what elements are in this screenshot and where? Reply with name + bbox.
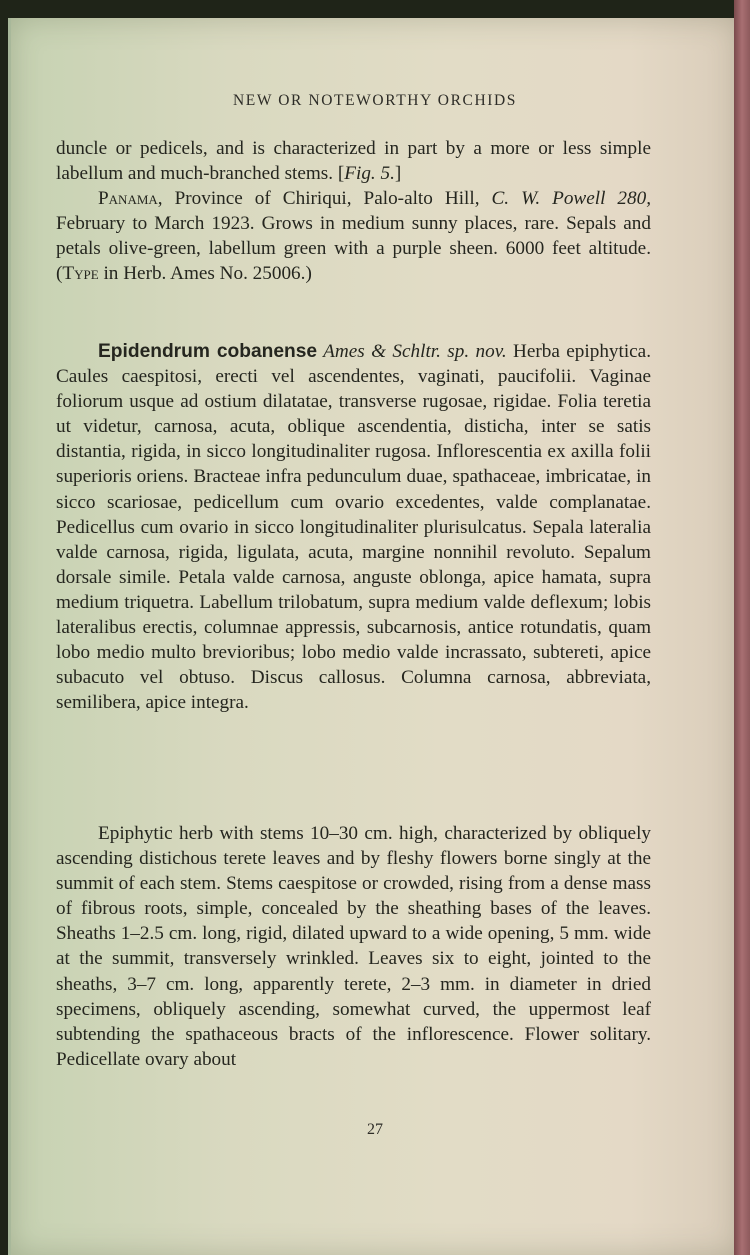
collector-name: C. W. Powell 280, — [491, 188, 651, 210]
type-label: Type — [62, 263, 99, 285]
text-run: Province of Chiriqui, Palo-alto Hill, — [162, 188, 492, 210]
text-run: ] — [394, 163, 402, 185]
species-authority: Ames & Schltr. sp. nov. — [317, 341, 507, 362]
species-name: Epidendrum cobanense — [98, 341, 318, 362]
latin-description — [56, 339, 651, 715]
locality-label: Panama, — [98, 188, 163, 210]
english-description — [56, 821, 651, 1072]
figure-reference: Fig. 5. — [344, 163, 395, 185]
text-run: in Herb. Ames No. 25006.) — [98, 263, 312, 285]
running-header: NEW OR NOTEWORTHY ORCHIDS — [232, 92, 518, 109]
text-run: duncle or pedicels, and is characterized in part by a more or less simple labellum and much-branched stems. [ — [56, 138, 651, 185]
description-paragraph — [56, 136, 651, 287]
book-spine — [734, 0, 750, 1255]
english-body: Epiphytic herb with stems 10–30 cm. high, characterized by obliquely ascending distichous terete leaves and by fleshy flowers borne singly at the summit of each stem. Stems caespitose or crowded, rising from a dense mass of fibrous roots, simple, concealed by the sheathing bases of the leaves. Sheaths 1–2.5 cm. long, rigid, dilated upward to a wide opening, 5 mm. wide at the summit, transversely wrinkled. Leaves six to eight, jointed to the sheaths, 3–7 cm. long, apparently terete, 2–3 mm. in diameter in dried specimens, obliquely ascending, somewhat curved, the uppermost leaf subtending the spathaceous bracts of the inflorescence. Flower solitary. Pedicellate ovary about — [56, 823, 651, 1070]
page-number: 27 — [367, 1121, 383, 1138]
latin-body: Herba epiphytica. Caules caespitosi, erecti vel ascendentes, vaginati, paucifolii. Vaginae foliorum usque ad ostium dilatatae, transverse rugosae, rigidae. Folia teretia ut videtur, carnosa, acuta, oblique ascendentia, disticha, inter se satis distantia, rigida, in sicco longitudinaliter rugosa. Inflorescentia ex axilla folii superioris oriens. Bracteae infra pedunculum duae, spathaceae, imbricatae, in sicco scariosae, pedicellum cum ovario excedentes, valde complanatae. Pedicellus cum ovario in sicco longitudinaliter plurisulcatus. Sepala lateralia valde carnosa, rigida, ligulata, acuta, margine nonnihil revoluto. Sepalum dorsale simile. Petala valde carnosa, anguste oblonga, apice hamata, supra medium triquetra. Labellum trilobatum, supra medium valde deflexum; lobis lateralibus erectis, columnae appressis, subcarnosis, antice rotundatis, quam lobo medio multo brevioribus; lobo medio valde incrassato, subtereti, apice subacuto vel obtuso. Discus callosus. Columna carnosa, abbreviata, semilibera, apice integra. — [56, 341, 651, 714]
book-page — [8, 18, 739, 1255]
text-run: February to March 1923. Grows in medium sunny places, rare. Sepals and petals olive-green, labellum green with a purple sheen. 6000 feet altitude. ( — [56, 213, 651, 285]
